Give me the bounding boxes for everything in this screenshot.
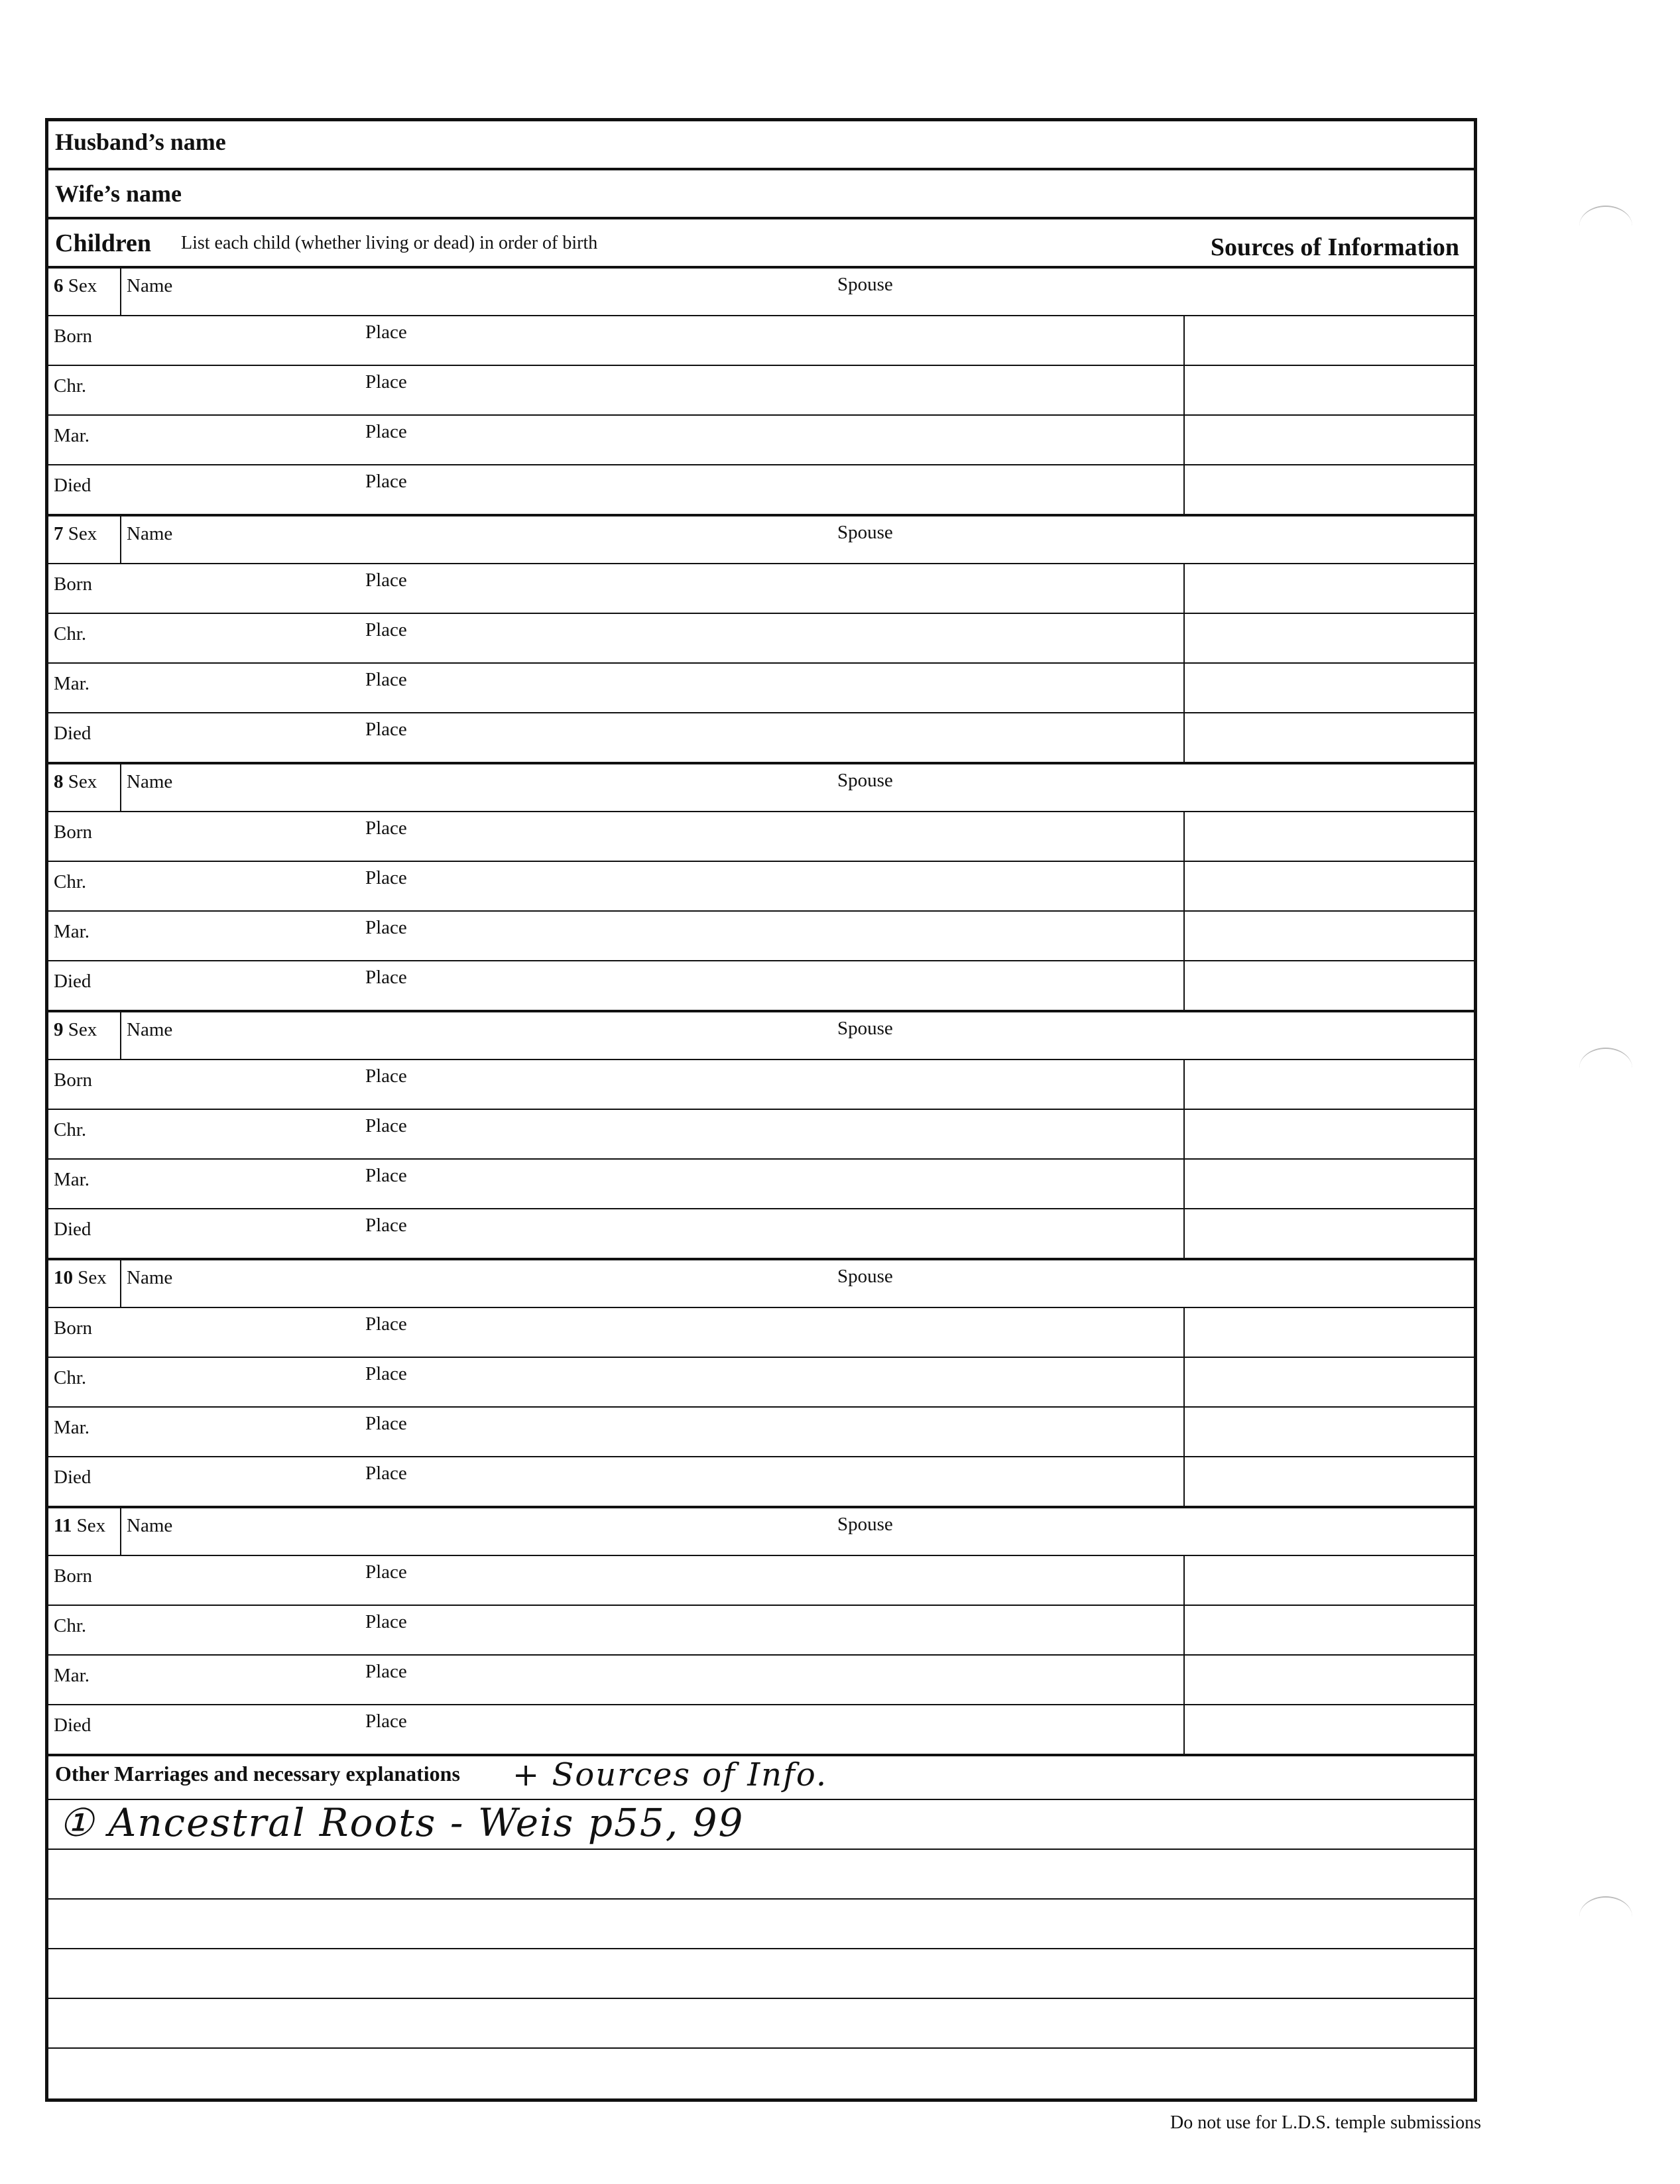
- footer-note: Do not use for L.D.S. temple submissions: [1170, 2112, 1481, 2133]
- source-cell-divider: [1183, 564, 1185, 613]
- source-cell-divider: [1183, 1160, 1185, 1208]
- sex-divider: [120, 1260, 121, 1307]
- event-row[interactable]: [48, 1705, 1474, 1755]
- other-marriages-section: [48, 1751, 1474, 2102]
- event-row[interactable]: [48, 1308, 1474, 1358]
- other-marriages-header: [48, 1751, 1474, 1800]
- event-row[interactable]: [48, 664, 1474, 713]
- source-cell-divider: [1183, 614, 1185, 662]
- source-cell-divider: [1183, 1606, 1185, 1654]
- place-label: Place: [365, 1363, 407, 1384]
- event-row[interactable]: [48, 1060, 1474, 1110]
- child-block: [48, 1508, 1474, 1756]
- place-label: Place: [365, 322, 407, 343]
- source-cell-divider: [1183, 664, 1185, 712]
- event-row[interactable]: [48, 1408, 1474, 1457]
- children-note: List each child (whether living or dead) in order of birth: [181, 233, 598, 253]
- place-label: Place: [365, 1413, 407, 1434]
- place-label: Place: [365, 967, 407, 988]
- child-block: [48, 269, 1474, 516]
- source-cell-divider: [1183, 812, 1185, 861]
- place-label: Place: [365, 1065, 407, 1087]
- event-row[interactable]: [48, 416, 1474, 465]
- wife-name-label: Wife’s name: [55, 180, 182, 207]
- event-row[interactable]: [48, 1110, 1474, 1160]
- event-row[interactable]: [48, 465, 1474, 515]
- children-header: [48, 219, 1474, 269]
- spouse-label: Spouse: [837, 1266, 893, 1287]
- child-number: [54, 771, 97, 793]
- event-row[interactable]: [48, 1358, 1474, 1408]
- place-label: Place: [365, 669, 407, 690]
- spouse-label: Spouse: [837, 770, 893, 791]
- source-cell-divider: [1183, 713, 1185, 763]
- notes-line[interactable]: [48, 1949, 1474, 1999]
- place-label: Place: [365, 1115, 407, 1136]
- event-label: Chr.: [54, 623, 87, 644]
- source-cell-divider: [1183, 416, 1185, 464]
- event-label: Mar.: [54, 1665, 90, 1686]
- event-label: Born: [54, 1069, 92, 1091]
- event-label: Died: [54, 1219, 91, 1240]
- notes-line-text: ① Ancestral Roots - Weis p55, 99: [59, 1800, 745, 1845]
- event-label: Mar.: [54, 673, 90, 694]
- place-label: Place: [365, 471, 407, 492]
- event-row[interactable]: [48, 1656, 1474, 1705]
- notes-line[interactable]: [48, 1900, 1474, 1949]
- notes-line[interactable]: [48, 1999, 1474, 2049]
- sex-label: Sex: [78, 1267, 107, 1288]
- source-cell-divider: [1183, 1457, 1185, 1507]
- name-label: Name: [127, 771, 173, 792]
- source-cell-divider: [1183, 862, 1185, 910]
- source-cell-divider: [1183, 1209, 1185, 1259]
- event-label: Died: [54, 1715, 91, 1736]
- sex-label: Sex: [68, 771, 97, 792]
- event-label: Chr.: [54, 1367, 87, 1388]
- source-cell-divider: [1183, 1556, 1185, 1605]
- event-label: Born: [54, 326, 92, 347]
- event-row[interactable]: [48, 316, 1474, 366]
- event-label: Chr.: [54, 871, 87, 892]
- event-row[interactable]: [48, 1209, 1474, 1259]
- event-row[interactable]: [48, 1160, 1474, 1209]
- children-title: Children: [55, 229, 152, 257]
- sex-label: Sex: [76, 1515, 106, 1536]
- child-block: [48, 1260, 1474, 1508]
- punch-hole-2: [1579, 1048, 1632, 1089]
- source-cell-divider: [1183, 1705, 1185, 1755]
- child-block: [48, 1012, 1474, 1260]
- sex-label: Sex: [68, 275, 97, 296]
- place-label: Place: [365, 570, 407, 591]
- husband-row[interactable]: [48, 121, 1474, 170]
- wife-row[interactable]: [48, 170, 1474, 219]
- source-cell-divider: [1183, 1408, 1185, 1456]
- event-row[interactable]: [48, 614, 1474, 664]
- sex-label: Sex: [68, 1019, 97, 1040]
- event-row[interactable]: [48, 713, 1474, 763]
- event-row[interactable]: [48, 1606, 1474, 1656]
- punch-hole-1: [1579, 206, 1632, 247]
- notes-line[interactable]: [48, 1850, 1474, 1900]
- source-cell-divider: [1183, 366, 1185, 414]
- event-row[interactable]: [48, 812, 1474, 862]
- sex-divider: [120, 269, 121, 315]
- child-name-row[interactable]: [48, 1012, 1474, 1060]
- event-label: Mar.: [54, 1417, 90, 1438]
- sex-label: Sex: [68, 523, 97, 544]
- event-label: Born: [54, 1565, 92, 1587]
- event-row[interactable]: [48, 1457, 1474, 1507]
- child-block: [48, 516, 1474, 764]
- child-block: [48, 764, 1474, 1012]
- child-number-value: 8: [54, 771, 64, 792]
- sources-title: Sources of Information: [1210, 233, 1459, 261]
- place-label: Place: [365, 917, 407, 938]
- source-cell-divider: [1183, 316, 1185, 365]
- other-marriages-label: Other Marriages and necessary explanations: [55, 1762, 460, 1786]
- event-label: Born: [54, 821, 92, 843]
- name-label: Name: [127, 275, 173, 296]
- child-name-row[interactable]: [48, 1508, 1474, 1556]
- child-number: [54, 1515, 105, 1537]
- event-label: Born: [54, 1317, 92, 1339]
- name-label: Name: [127, 1019, 173, 1040]
- event-row[interactable]: [48, 1556, 1474, 1606]
- family-group-sheet: [45, 118, 1477, 2102]
- event-label: Mar.: [54, 425, 90, 446]
- place-label: Place: [365, 1463, 407, 1484]
- child-number: [54, 1267, 107, 1289]
- source-cell-divider: [1183, 1060, 1185, 1109]
- child-name-row[interactable]: [48, 1260, 1474, 1308]
- punch-hole-3: [1579, 1896, 1632, 1937]
- event-label: Died: [54, 971, 91, 992]
- name-label: Name: [127, 1267, 173, 1288]
- event-row[interactable]: [48, 912, 1474, 961]
- event-label: Mar.: [54, 1169, 90, 1190]
- place-label: Place: [365, 867, 407, 888]
- place-label: Place: [365, 1611, 407, 1632]
- place-label: Place: [365, 719, 407, 740]
- source-cell-divider: [1183, 961, 1185, 1011]
- event-row[interactable]: [48, 366, 1474, 416]
- event-row[interactable]: [48, 564, 1474, 614]
- name-label: Name: [127, 1515, 173, 1536]
- place-label: Place: [365, 371, 407, 393]
- child-number: [54, 523, 97, 545]
- spouse-label: Spouse: [837, 1018, 893, 1039]
- place-label: Place: [365, 1165, 407, 1186]
- source-cell-divider: [1183, 1308, 1185, 1357]
- event-label: Chr.: [54, 1615, 87, 1636]
- sex-divider: [120, 1012, 121, 1059]
- sex-divider: [120, 516, 121, 563]
- notes-line[interactable]: [48, 2049, 1474, 2098]
- sex-divider: [120, 764, 121, 811]
- child-number-value: 6: [54, 275, 64, 296]
- child-number-value: 7: [54, 523, 64, 544]
- name-label: Name: [127, 523, 173, 544]
- child-name-row[interactable]: [48, 764, 1474, 812]
- event-label: Chr.: [54, 1119, 87, 1140]
- child-number-value: 11: [54, 1515, 72, 1536]
- source-cell-divider: [1183, 912, 1185, 960]
- sex-divider: [120, 1508, 121, 1555]
- place-label: Place: [365, 619, 407, 640]
- spouse-label: Spouse: [837, 1514, 893, 1535]
- child-number: [54, 275, 97, 297]
- place-label: Place: [365, 1661, 407, 1682]
- place-label: Place: [365, 1215, 407, 1236]
- event-label: Chr.: [54, 375, 87, 396]
- event-label: Died: [54, 723, 91, 744]
- source-cell-divider: [1183, 1358, 1185, 1406]
- source-cell-divider: [1183, 1110, 1185, 1158]
- handwritten-sources-note: + Sources of Info.: [512, 1756, 828, 1793]
- husband-name-label: Husband’s name: [55, 129, 226, 155]
- place-label: Place: [365, 1561, 407, 1583]
- place-label: Place: [365, 421, 407, 442]
- child-number-value: 9: [54, 1019, 64, 1040]
- event-label: Born: [54, 574, 92, 595]
- place-label: Place: [365, 1711, 407, 1732]
- event-label: Mar.: [54, 921, 90, 942]
- child-number-value: 10: [54, 1267, 73, 1288]
- event-row[interactable]: [48, 961, 1474, 1011]
- source-cell-divider: [1183, 1656, 1185, 1704]
- child-number: [54, 1019, 97, 1041]
- place-label: Place: [365, 1313, 407, 1335]
- spouse-label: Spouse: [837, 274, 893, 295]
- event-label: Died: [54, 1467, 91, 1488]
- notes-line[interactable]: [48, 1800, 1474, 1850]
- child-name-row[interactable]: [48, 269, 1474, 316]
- child-name-row[interactable]: [48, 516, 1474, 564]
- event-row[interactable]: [48, 862, 1474, 912]
- event-label: Died: [54, 475, 91, 496]
- place-label: Place: [365, 818, 407, 839]
- source-cell-divider: [1183, 465, 1185, 515]
- spouse-label: Spouse: [837, 522, 893, 543]
